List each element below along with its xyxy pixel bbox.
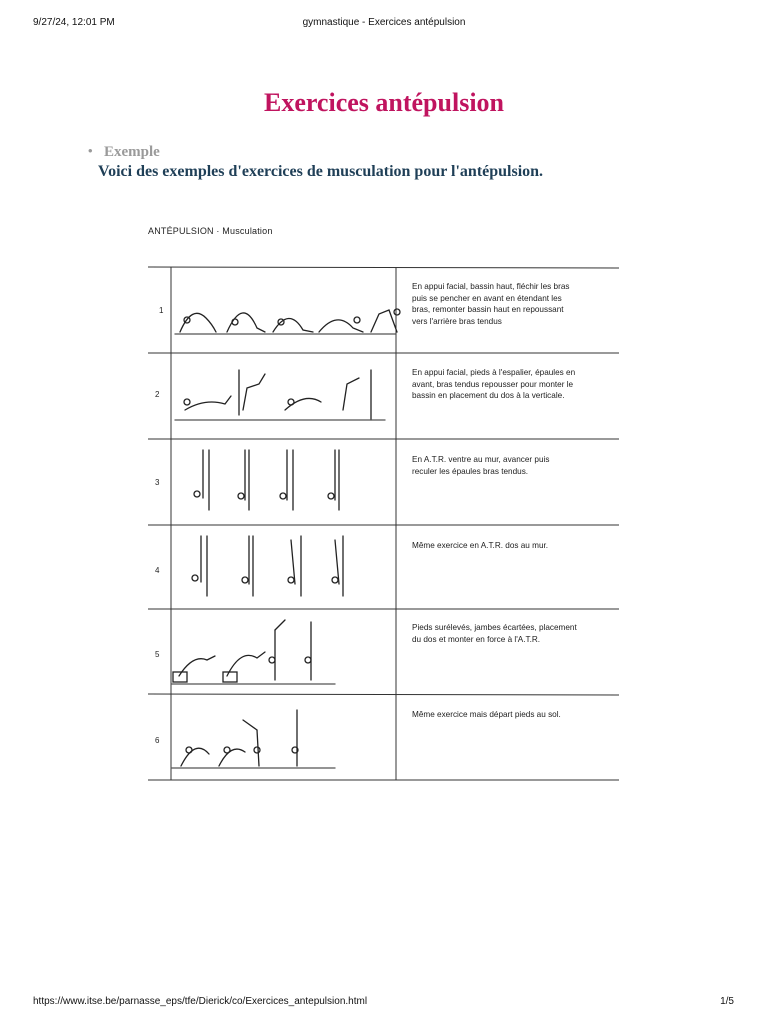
row-number: 3 bbox=[155, 478, 160, 487]
row-line: Même exercice en A.T.R. dos au mur. bbox=[412, 541, 549, 550]
print-page-title: gymnastique - Exercices antépulsion bbox=[302, 17, 466, 28]
print-page-number: 1/5 bbox=[720, 996, 734, 1007]
row-description bbox=[412, 281, 622, 327]
bullet-dot-icon: • bbox=[88, 143, 93, 158]
print-header bbox=[0, 17, 768, 31]
intro-text: Voici des exemples d'exercices de musculation pour l'antépulsion. bbox=[98, 163, 544, 180]
row-description bbox=[412, 367, 622, 402]
row-number: 4 bbox=[155, 566, 160, 575]
row-line: bassin en placement du dos à la verticale. bbox=[412, 391, 565, 400]
row-description bbox=[412, 622, 622, 645]
bullet-label: Exemple bbox=[104, 144, 160, 160]
row-line: En appui facial, pieds à l'espalier, épaules en bbox=[412, 368, 576, 377]
row-number: 2 bbox=[155, 390, 160, 399]
row-line: En appui facial, bassin haut, fléchir les bras bbox=[412, 282, 570, 291]
row-line: Pieds surélevés, jambes écartées, placement bbox=[412, 623, 577, 632]
row-line: reculer les épaules bras tendus. bbox=[412, 466, 529, 476]
row-number: 5 bbox=[155, 650, 160, 659]
row-number: 1 bbox=[159, 306, 164, 315]
row-description bbox=[412, 540, 622, 552]
print-footer bbox=[0, 996, 768, 1010]
row-line: vers l'arrière bras tendus bbox=[412, 316, 502, 326]
row-number: 6 bbox=[155, 736, 160, 745]
print-datetime: 9/27/24, 12:01 PM bbox=[33, 17, 115, 28]
page-title: Exercices antépulsion bbox=[263, 88, 505, 117]
row-description bbox=[412, 709, 622, 721]
bullet-item bbox=[88, 144, 160, 161]
print-url: https://www.itse.be/parnasse_eps/tfe/Dierick/co/Exercices_antepulsion.html bbox=[33, 996, 368, 1007]
row-line: En A.T.R. ventre au mur, avancer puis bbox=[412, 455, 550, 464]
row-line: puis se pencher en avant en étendant les bbox=[412, 293, 562, 303]
table-heading: ANTÉPULSION · Musculation bbox=[148, 226, 273, 236]
row-line: avant, bras tendus repousser pour monter le bbox=[412, 379, 574, 389]
row-line: du dos et monter en force à l'A.T.R. bbox=[412, 634, 541, 644]
row-line: Même exercice mais départ pieds au sol. bbox=[412, 710, 561, 719]
gymnast-figures bbox=[171, 309, 400, 768]
row-line: bras, remonter bassin haut en repoussant bbox=[412, 305, 564, 314]
row-description bbox=[412, 454, 622, 477]
